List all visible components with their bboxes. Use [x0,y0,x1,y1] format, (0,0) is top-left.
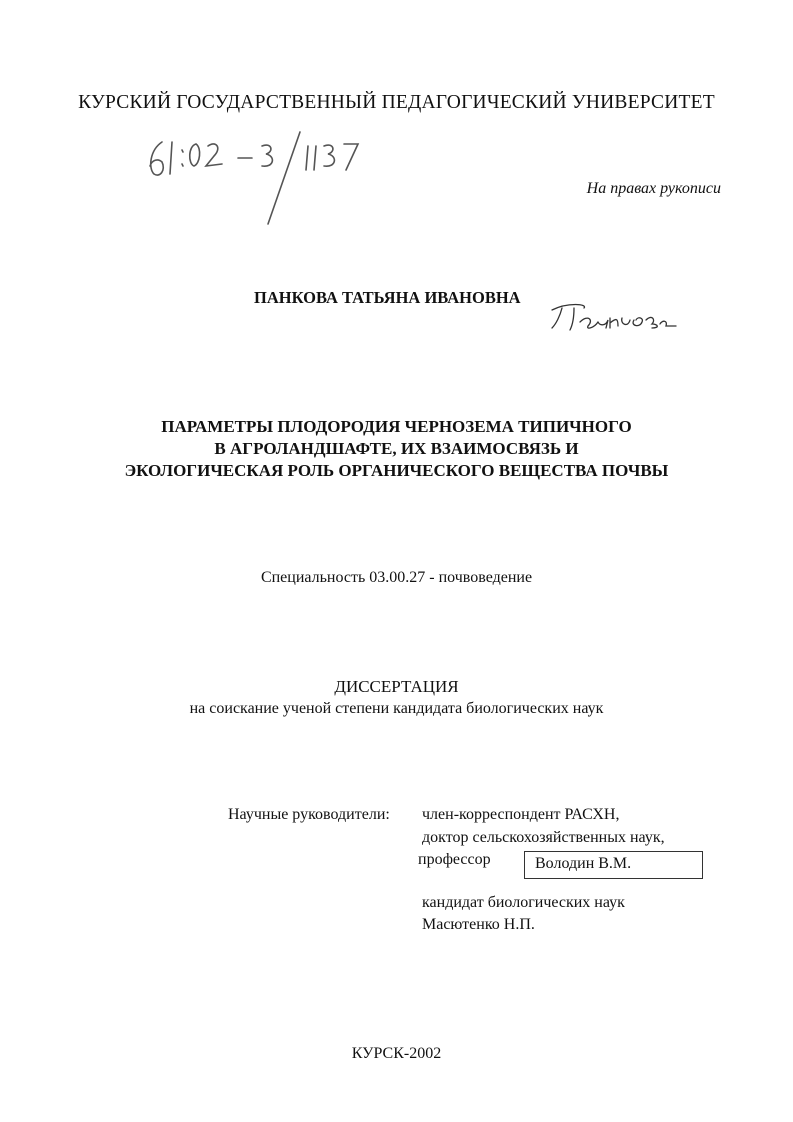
specialty: Специальность 03.00.27 - почвоведение [260,569,533,586]
supervisor-1-line-2: доктор сельскохозяйственных наук, [422,829,665,846]
dissertation-heading: ДИССЕРТАЦИЯ [334,677,459,696]
supervisor-2-name: Масютенко Н.П. [422,916,535,933]
title-line-1: ПАРАМЕТРЫ ПЛОДОРОДИЯ ЧЕРНОЗЕМА ТИПИЧНОГО [161,417,632,436]
supervisor-1-name-box: Володин В.М. [524,851,703,879]
supervisor-1-line-3: профессор [418,851,491,868]
dissertation-title [0,416,793,482]
title-line-3: ЭКОЛОГИЧЕСКАЯ РОЛЬ ОРГАНИЧЕСКОГО ВЕЩЕСТВА ПОЧВЫ [124,461,669,480]
supervisor-2-title: кандидат биологических наук [422,894,625,911]
supervisor-1-line-1: член-корреспондент РАСХН, [422,806,620,823]
dissertation-subheading: на соискание ученой степени кандидата биологических наук [189,700,604,717]
author-name: ПАНКОВА ТАТЬЯНА ИВАНОВНА [254,288,521,307]
university-name: КУРСКИЙ ГОСУДАРСТВЕННЫЙ ПЕДАГОГИЧЕСКИЙ УНИВЕРСИТЕТ [78,92,715,113]
city-year: КУРСК-2002 [351,1045,442,1062]
archive-handwritten-mark [140,128,410,228]
title-line-2: В АГРОЛАНДШАФТЕ, ИХ ВЗАИМОСВЯЗЬ И [214,439,579,458]
rights-note: На правах рукописи [586,180,721,197]
author-signature [548,298,678,338]
supervisors-label: Научные руководители: [228,806,390,823]
